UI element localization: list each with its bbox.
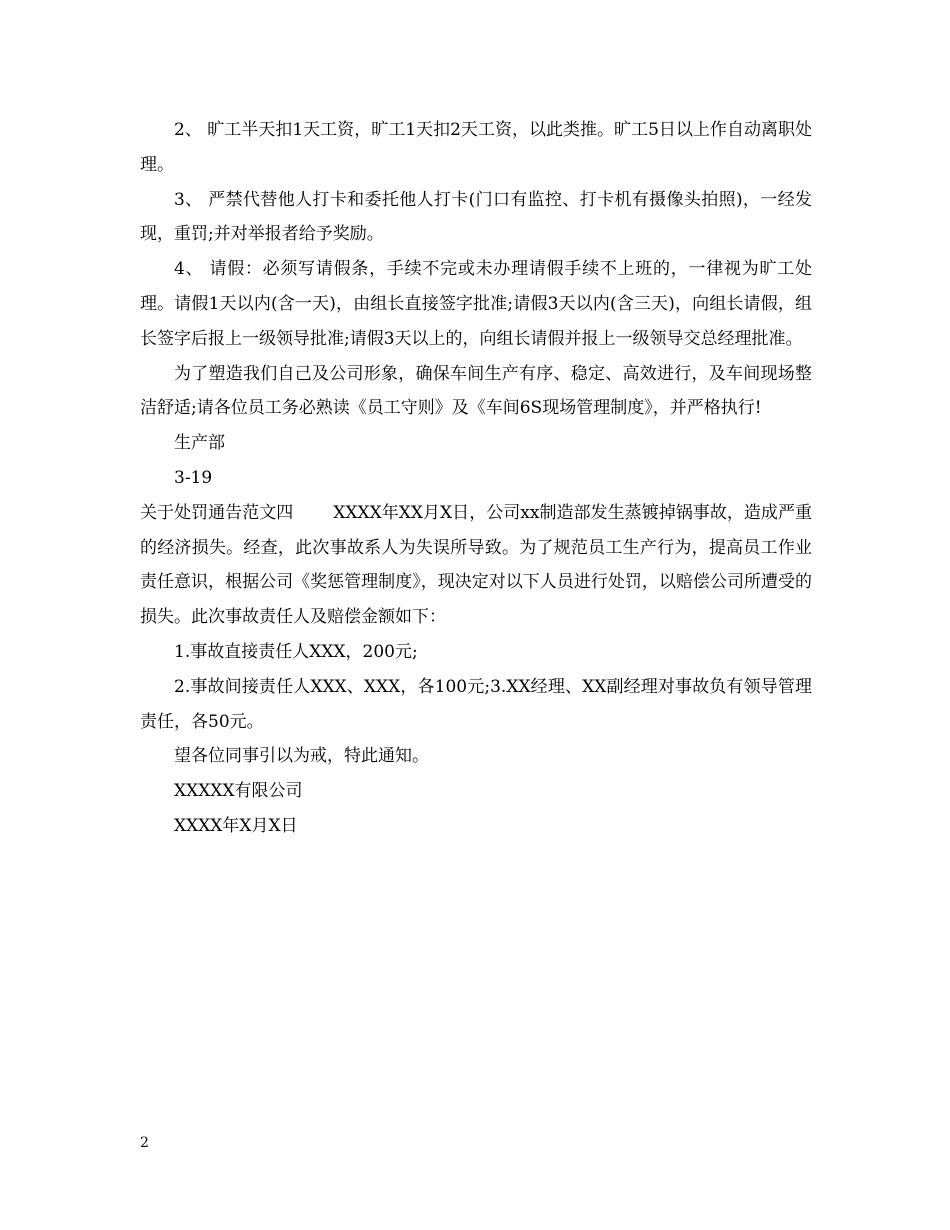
paragraph-item-2: 2、 旷工半天扣1天工资，旷工1天扣2天工资，以此类推。旷工5日以上作自动离职处理。 — [140, 120, 812, 175]
penalty-item-1: 1.事故直接责任人XXX，200元; — [174, 641, 418, 662]
signature-company: XXXXX有限公司 — [174, 781, 303, 802]
section-title: 关于处罚通告范文四 — [140, 502, 294, 523]
closing-notice: 望各位同事引以为戒，特此通知。 — [174, 746, 429, 767]
penalty-item-2: 2.事故间接责任人XXX、XXX，各100元;3.XX经理、XX副经理对事故负有领导管理责任，各50元。 — [140, 676, 812, 732]
paragraph-item-4: 4、 请假：必须写请假条，手续不完或未办理请假手续不上班的，一律视为旷工处理。请假1天以内(含一天)，由组长直接签字批准;请假3天以内(含三天)，向组长请假，组长签字后报上一级领导批准;请假3天以上的，向组长请假并报上一级领导交总经理批准。 — [140, 259, 812, 349]
signature-final-date: XXXX年X月X日 — [174, 815, 298, 836]
page-number: 2 — [140, 1135, 149, 1151]
paragraph-conclusion: 为了塑造我们自己及公司形象，确保车间生产有序、稳定、高效进行，及车间现场整洁舒适;请各位员工务必熟读《员工守则》及《车间6S现场管理制度》，并严格执行! — [140, 363, 812, 419]
section-body: XXXX年XX月X日，公司xx制造部发生蒸镀掉锅事故，造成严重的经济损失。经查，此次事故系人为失误所导致。为了规范员工生产行为，提高员工作业责任意识，根据公司《奖惩管理制度》，现决定对以下人员进行处罚，以赔偿公司所遭受的损失。此次事故责任人及赔偿金额如下： — [140, 502, 812, 628]
signature-date: 3-19 — [174, 467, 213, 488]
document-body — [140, 113, 812, 844]
section-paragraph — [140, 496, 812, 635]
signature-department: 生产部 — [174, 433, 225, 454]
paragraph-item-3: 3、 严禁代替他人打卡和委托他人打卡(门口有监控、打卡机有摄像头拍照)，一经发现，重罚;并对举报者给予奖励。 — [140, 189, 812, 245]
